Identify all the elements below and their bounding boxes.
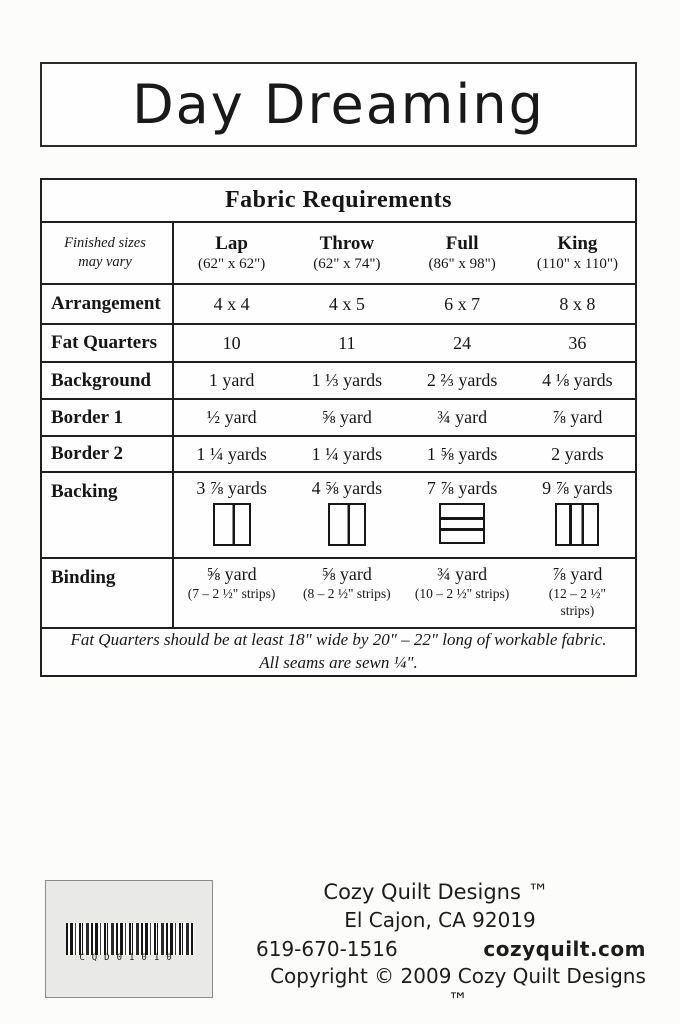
table-cell: ½ yard	[206, 407, 257, 427]
backing-seam-diagram	[328, 503, 366, 546]
column-size: (62" x 62")	[198, 255, 266, 272]
table-cell: 24	[453, 332, 472, 353]
row-label: Fat Quarters	[42, 325, 174, 361]
footnote-line-2: All seams are sewn ¼".	[259, 653, 418, 672]
table-cell	[520, 473, 635, 557]
copyright-line: Copyright © 2009 Cozy Quilt Designs ™	[270, 964, 646, 1012]
contact-row	[230, 937, 650, 961]
fabric-requirements-table	[40, 178, 637, 677]
table-header-row	[42, 221, 635, 283]
table-row-binding	[42, 557, 635, 627]
table-cell: 2 yards	[551, 443, 604, 464]
table-cell: 36	[568, 332, 587, 353]
backing-yardage: 4 ⅝ yards	[311, 478, 383, 498]
binding-yardage: ¾ yard	[437, 564, 488, 584]
corner-note: Finished sizes may vary	[42, 223, 174, 283]
table-cell: 4 x 4	[213, 293, 250, 314]
table-cell	[289, 473, 404, 557]
company-city: El Cajon, CA 92019	[344, 908, 536, 932]
table-cell: 1 ¼ yards	[196, 443, 267, 464]
table-cell: ⅝ yard	[321, 407, 372, 427]
table-cell: 6 x 7	[444, 293, 481, 314]
table-row-fat-quarters	[42, 323, 635, 361]
barcode-number: CQD01010	[79, 953, 179, 963]
table-row-backing	[42, 471, 635, 557]
barcode	[45, 880, 213, 998]
backing-yardage: 7 ⅞ yards	[426, 478, 498, 498]
table-title: Fabric Requirements	[224, 187, 453, 213]
table-row-arrangement	[42, 283, 635, 323]
row-label: Backing	[42, 473, 174, 557]
column-size: (62" x 74")	[313, 255, 381, 272]
table-cell	[405, 473, 520, 557]
table-cell: 10	[222, 332, 241, 353]
footnote-line-1: Fat Quarters should be at least 18" wide by 20" – 22" long of workable fabric.	[70, 630, 607, 650]
column-header-throw	[289, 223, 404, 283]
row-label: Border 1	[42, 400, 174, 435]
table-cell: 2 ⅔ yards	[426, 370, 498, 390]
binding-yardage: ⅞ yard	[552, 564, 603, 584]
table-cell	[289, 559, 404, 627]
binding-strips: (12 – 2 ½" strips)	[548, 586, 606, 618]
table-cell: 1 ¼ yards	[311, 443, 383, 464]
table-cell: 11	[338, 332, 356, 353]
table-footnote	[42, 627, 635, 675]
column-header-king	[520, 223, 635, 283]
table-cell: 1 ⅝ yards	[426, 443, 498, 464]
column-name: Full	[445, 233, 479, 255]
table-cell	[174, 473, 289, 557]
company-name: Cozy Quilt Designs ™	[323, 880, 549, 904]
pattern-title-box	[40, 62, 637, 147]
binding-yardage: ⅝ yard	[206, 564, 257, 584]
website-link: cozyquilt.com	[483, 937, 646, 961]
table-cell: ¾ yard	[437, 407, 488, 427]
column-name: Throw	[319, 233, 375, 255]
column-size: (86" x 98")	[428, 255, 496, 272]
backing-seam-diagram	[439, 503, 485, 544]
table-cell: 4 x 5	[328, 293, 365, 314]
table-cell	[520, 559, 635, 627]
barcode-bars-icon	[66, 923, 194, 955]
backing-seam-diagram	[213, 503, 251, 546]
binding-strips: (8 – 2 ½" strips)	[303, 586, 391, 601]
binding-yardage: ⅝ yard	[321, 564, 372, 584]
row-label: Arrangement	[42, 285, 174, 323]
column-header-lap	[174, 223, 289, 283]
binding-strips: (10 – 2 ½" strips)	[414, 586, 510, 601]
row-label: Binding	[42, 559, 174, 627]
table-cell	[405, 559, 520, 627]
row-label: Background	[42, 363, 174, 398]
publisher-info	[230, 880, 650, 1012]
column-header-full	[405, 223, 520, 283]
table-cell: 8 x 8	[559, 293, 596, 314]
column-name: King	[557, 233, 598, 255]
table-row-background	[42, 361, 635, 398]
table-row-border-1	[42, 398, 635, 435]
backing-yardage: 3 ⅞ yards	[196, 478, 267, 498]
table-cell	[174, 559, 289, 627]
pattern-title: Day Dreaming	[132, 73, 545, 136]
column-size: (110" x 110")	[536, 255, 618, 272]
table-cell: ⅞ yard	[552, 407, 603, 427]
phone-number: 619-670-1516	[256, 937, 398, 961]
binding-strips: (7 – 2 ½" strips)	[187, 586, 276, 601]
row-label: Border 2	[42, 437, 174, 471]
table-cell: 4 ⅛ yards	[542, 370, 613, 390]
table-row-border-2	[42, 435, 635, 471]
table-cell: 1 yard	[208, 370, 255, 390]
backing-seam-diagram	[555, 503, 599, 546]
table-cell: 1 ⅓ yards	[311, 370, 383, 390]
backing-yardage: 9 ⅞ yards	[542, 478, 613, 498]
column-name: Lap	[215, 233, 248, 255]
